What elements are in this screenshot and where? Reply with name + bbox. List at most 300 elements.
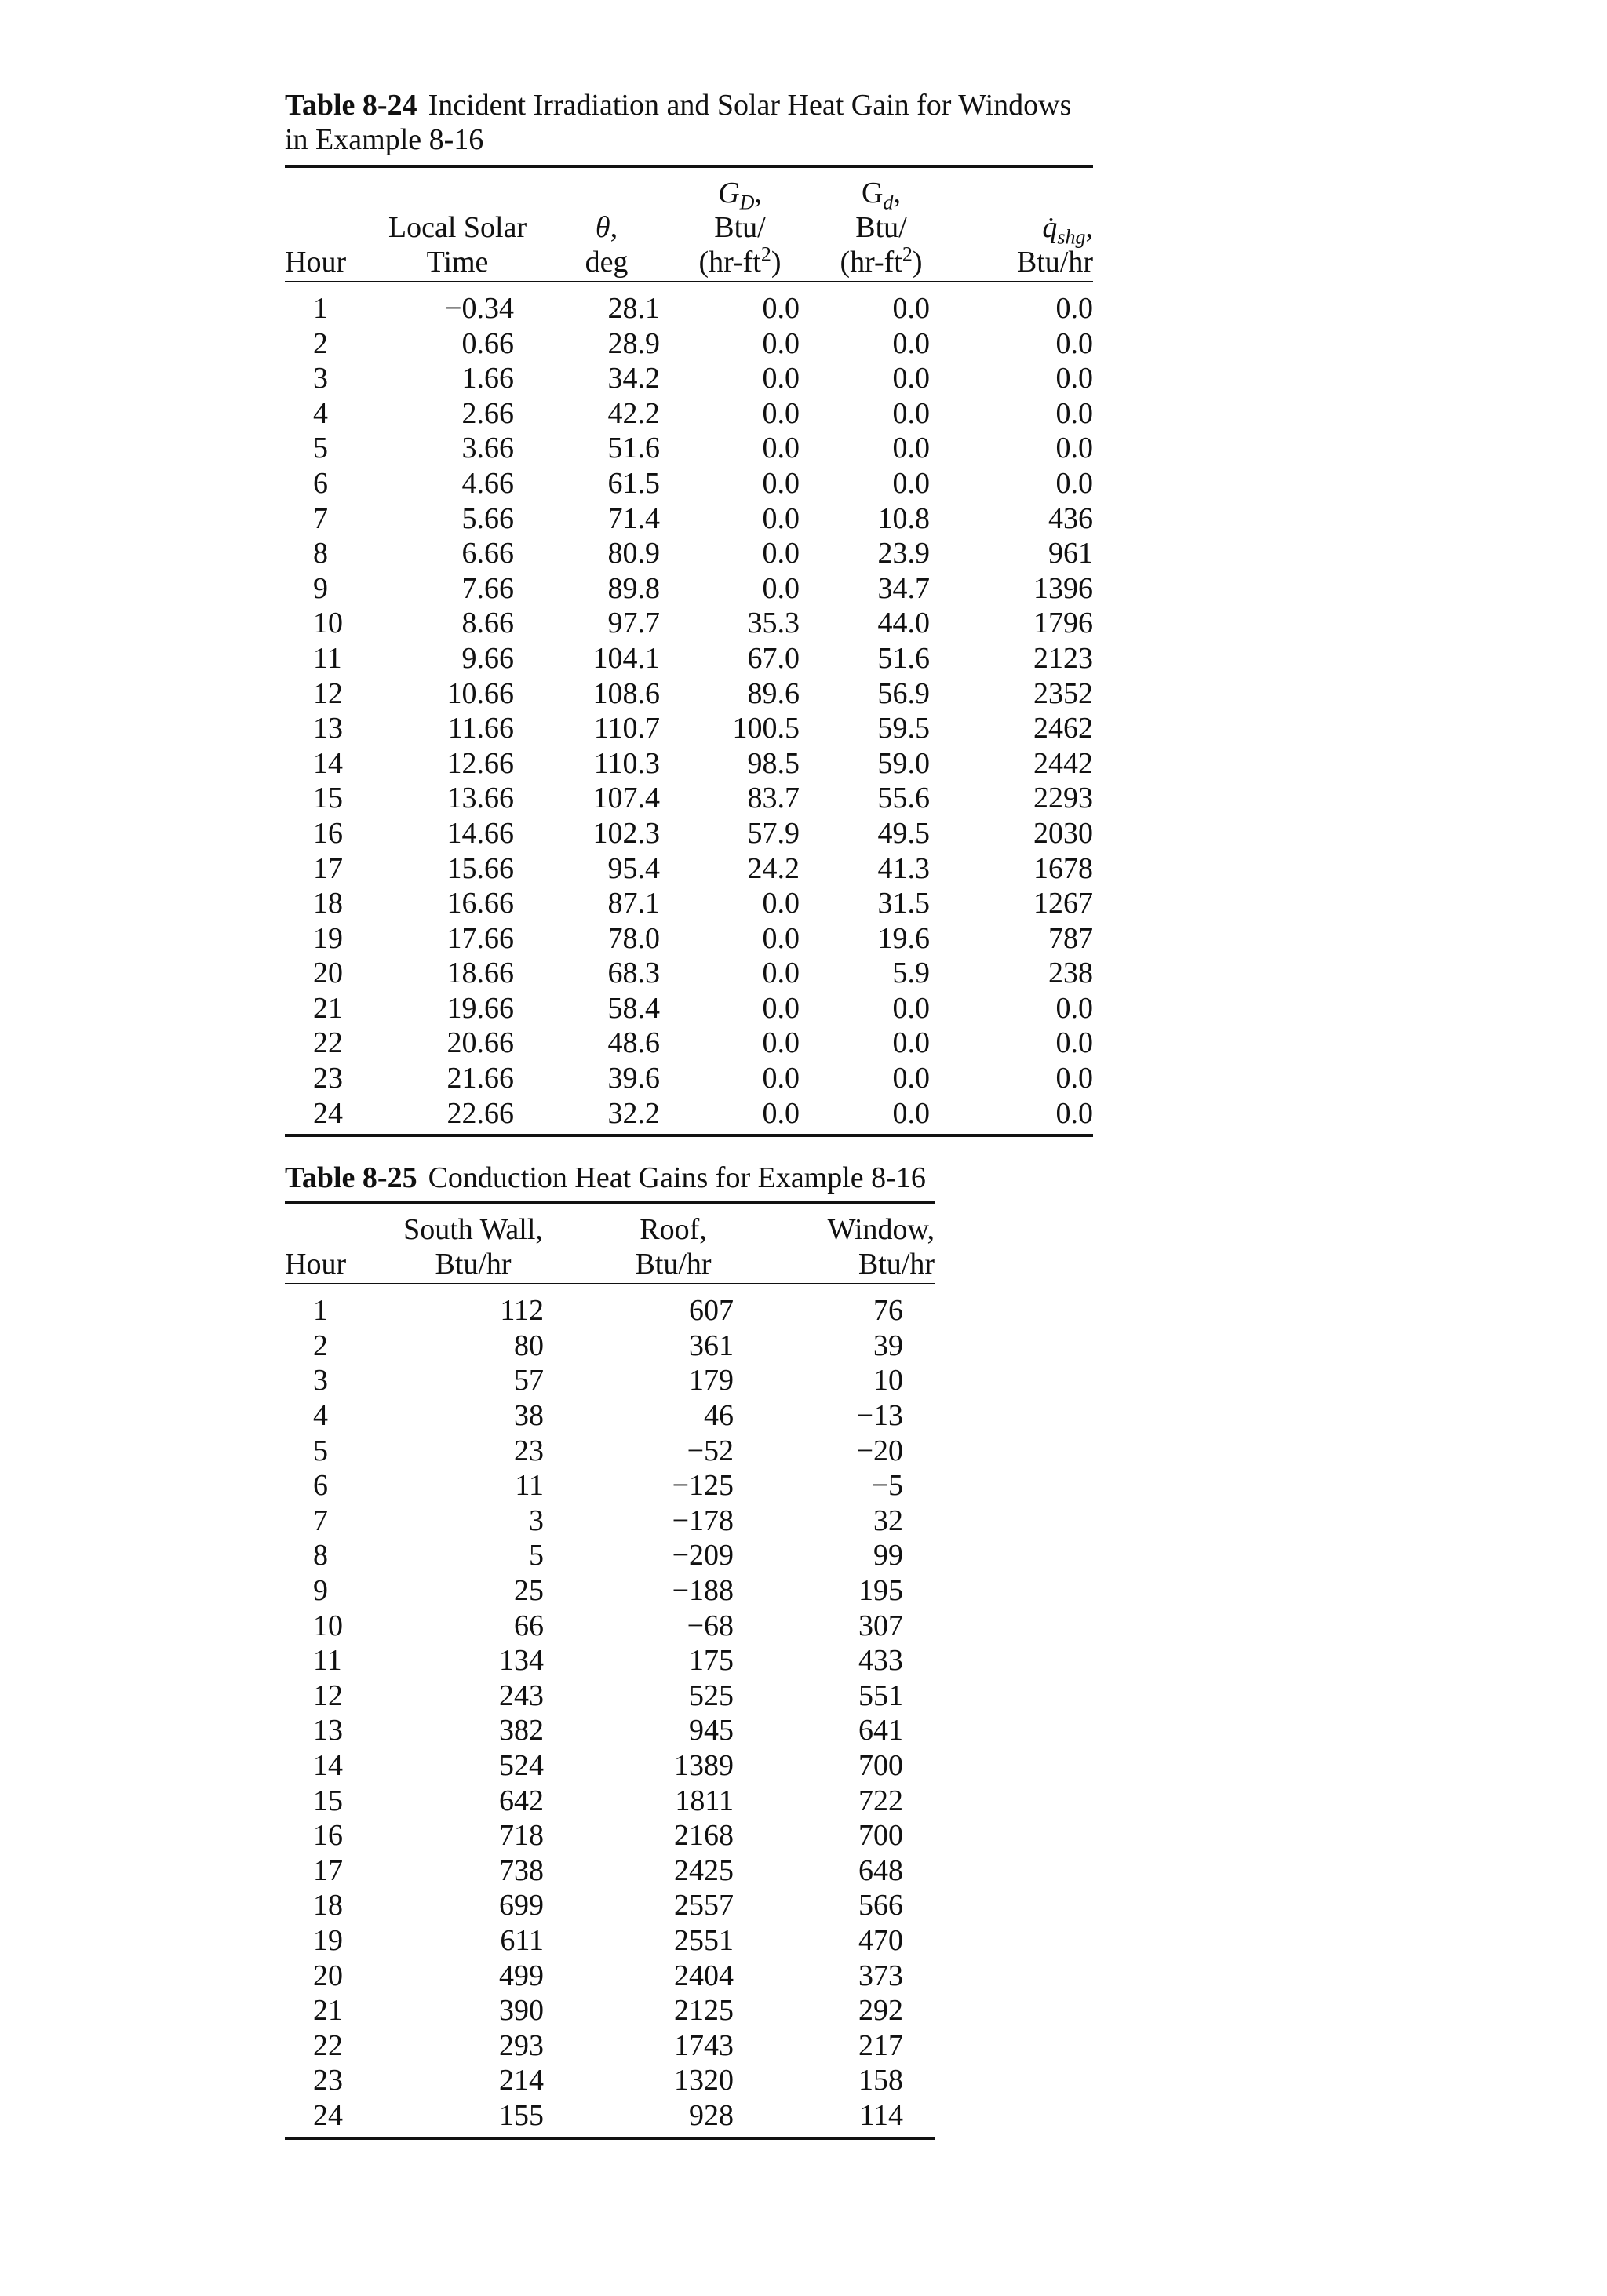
table-cell: 20	[313, 1959, 343, 1992]
table-row	[285, 1853, 935, 1889]
table-cell: 51.6	[607, 432, 660, 465]
table-cell: 9	[313, 571, 328, 605]
table-cell: 0.0	[762, 396, 800, 430]
table-cell: 28.9	[607, 326, 660, 360]
table-cell: 6	[313, 1469, 328, 1503]
table-row	[285, 921, 1093, 957]
table-row	[285, 1328, 935, 1364]
table-row	[285, 326, 1093, 362]
table-cell: 243	[499, 1678, 544, 1712]
table-cell: 24	[285, 1096, 371, 1136]
table-cell: 4	[313, 396, 328, 430]
table-cell: 76	[873, 1294, 903, 1328]
table-cell: −209	[672, 1539, 734, 1573]
table-cell: 1678	[1033, 851, 1093, 885]
table-cell: 16	[313, 1819, 343, 1853]
table-row	[285, 1538, 935, 1573]
table-cell: 14.66	[446, 816, 514, 850]
table-cell: 9	[313, 1574, 328, 1607]
table-row	[285, 1784, 935, 1819]
table-cell: 1	[313, 1294, 328, 1328]
table-cell: 2030	[1033, 816, 1093, 850]
table-cell: 89.6	[747, 676, 800, 710]
table-cell: 24	[285, 2098, 371, 2138]
table-cell: 16.66	[446, 887, 514, 920]
table-cell: 10	[313, 1609, 343, 1642]
table-cell: 0.0	[952, 1096, 1093, 1136]
table-cell: 8.66	[461, 607, 514, 640]
table-cell: 6	[313, 466, 328, 500]
table-cell: 110.3	[593, 746, 660, 780]
table-row	[285, 816, 1093, 851]
table-cell: 51.6	[877, 641, 930, 675]
table-cell: 5	[313, 1434, 328, 1467]
col-header-hour: Hour	[285, 1203, 371, 1284]
table-cell: 2442	[1033, 746, 1093, 780]
table-cell: 89.8	[607, 571, 660, 605]
table-cell: 6.66	[461, 537, 514, 570]
table-row	[285, 1026, 1093, 1061]
table-cell: 1743	[674, 2028, 734, 2062]
table-cell: 32	[873, 1503, 903, 1537]
table2-caption	[285, 1161, 1093, 1195]
col-header-diffuse-irradiation: $G_d$, Btu/ $(hr-ft^2)$	[811, 166, 952, 282]
table-cell: 21	[313, 1994, 343, 2028]
table-cell: 0.0	[892, 396, 930, 430]
table-cell: 112	[500, 1294, 544, 1328]
table-cell: 700	[858, 1748, 903, 1782]
table-cell: 0.0	[892, 326, 930, 360]
table-cell: 21	[313, 991, 343, 1025]
table-cell: 58.4	[607, 991, 660, 1025]
table-row	[285, 361, 1093, 396]
table-cell: 7.66	[461, 571, 514, 605]
document-page	[285, 88, 1093, 2140]
table-row	[285, 536, 1093, 571]
table-cell: 22	[313, 1026, 343, 1060]
table-cell: 38	[514, 1399, 544, 1433]
table-cell: 238	[1048, 957, 1093, 990]
table-cell: 961	[1048, 537, 1093, 570]
table-cell: 0.0	[762, 362, 800, 395]
table-cell: 155	[371, 2098, 575, 2138]
table-cell: 100.5	[732, 712, 800, 745]
table-cell: 0.0	[1055, 1062, 1093, 1095]
table-cell: 2404	[674, 1959, 734, 1992]
table-row	[285, 1959, 935, 1994]
table-row	[285, 851, 1093, 887]
table-cell: 214	[499, 2064, 544, 2097]
table-row	[285, 1923, 935, 1959]
table-cell: 0.0	[892, 292, 930, 325]
table-cell: 0.0	[1055, 326, 1093, 360]
col-header-direct-irradiation: $G_D$, Btu/ $(hr-ft^2)$	[669, 166, 811, 282]
table-row	[285, 746, 1093, 782]
table-cell: 14	[313, 1748, 343, 1782]
table-row	[285, 676, 1093, 712]
table-cell: 49.5	[877, 816, 930, 850]
col-header-theta: θ, deg	[544, 166, 669, 282]
table-cell: −188	[672, 1574, 734, 1607]
conduction-heat-gain-table-body	[285, 1284, 935, 2138]
table-cell: 1	[313, 292, 328, 325]
table-row	[285, 606, 1093, 641]
table-row	[285, 711, 1093, 746]
table-cell: 3	[313, 362, 328, 395]
table-cell: 19.6	[877, 921, 930, 955]
table-cell: 19	[313, 1923, 343, 1957]
table-row	[285, 886, 1093, 921]
table-cell: 0.66	[461, 326, 514, 360]
table-cell: 611	[500, 1923, 544, 1957]
table-cell: 10	[873, 1364, 903, 1398]
table-cell: 99	[873, 1539, 903, 1573]
table-cell: 373	[858, 1959, 903, 1992]
table-cell: 928	[575, 2098, 771, 2138]
table-cell: 4.66	[461, 466, 514, 500]
table-row	[285, 282, 1093, 326]
table-cell: 525	[689, 1678, 734, 1712]
table2-title: Conduction Heat Gains for Example 8-16	[428, 1161, 926, 1195]
table-row	[285, 1678, 935, 1714]
table-cell: 57	[514, 1364, 544, 1398]
table-cell: 3	[529, 1503, 544, 1537]
table-cell: 2.66	[461, 396, 514, 430]
table-cell: 67.0	[747, 641, 800, 675]
table-cell: 470	[858, 1923, 903, 1957]
table-cell: 11	[313, 641, 342, 675]
table-cell: 641	[858, 1714, 903, 1748]
col-header-hour: Hour	[285, 166, 371, 282]
table-row	[285, 2098, 935, 2138]
table-cell: 2425	[674, 1853, 734, 1887]
table-row	[285, 1284, 935, 1328]
table-cell: 524	[499, 1748, 544, 1782]
table-row	[285, 781, 1093, 816]
table-cell: 0.0	[762, 991, 800, 1025]
col-header-solar-heat-gain: $q̇_{shg}$, Btu/hr	[952, 166, 1093, 282]
table-cell: 23.9	[877, 537, 930, 570]
table-cell: 78.0	[607, 921, 660, 955]
table-cell: 12	[313, 676, 343, 710]
table-cell: 0.0	[762, 466, 800, 500]
table-row	[285, 1713, 935, 1748]
table-cell: 87.1	[607, 887, 660, 920]
table-cell: 2557	[674, 1889, 734, 1922]
table-cell: −5	[871, 1469, 903, 1503]
solar-heat-gain-table	[285, 165, 1093, 1137]
table-cell: 7	[313, 1503, 328, 1537]
table-cell: 18	[313, 887, 343, 920]
col-header-local-solar-time: Local Solar Time	[371, 166, 544, 282]
col-header-window: Window, Btu/hr	[771, 1203, 935, 1284]
table-row	[285, 1993, 935, 2028]
table-cell: −13	[856, 1399, 903, 1433]
table-cell: 102.3	[592, 816, 660, 850]
table-cell: 551	[858, 1678, 903, 1712]
table-cell: 158	[858, 2064, 903, 2097]
table-cell: 1267	[1033, 887, 1093, 920]
table-cell: 433	[858, 1644, 903, 1678]
table-cell: 13.66	[446, 782, 514, 815]
table-cell: 80	[514, 1328, 544, 1362]
table-cell: 134	[499, 1644, 544, 1678]
table-cell: 23	[514, 1434, 544, 1467]
table-cell: 0.0	[1055, 432, 1093, 465]
table-row	[285, 2063, 935, 2098]
table-cell: 0.0	[892, 1026, 930, 1060]
table-cell: 0.0	[762, 432, 800, 465]
table-cell: 13	[313, 1714, 343, 1748]
table-cell: 25	[514, 1574, 544, 1607]
table-cell: 307	[858, 1609, 903, 1642]
table-cell: 0.0	[1055, 292, 1093, 325]
table-cell: 1.66	[461, 362, 514, 395]
table-cell: 114	[771, 2098, 935, 2138]
table-cell: 18.66	[446, 957, 514, 990]
table-cell: 28.1	[607, 292, 660, 325]
table-cell: 46	[704, 1399, 734, 1433]
table-row	[285, 1434, 935, 1469]
table-row	[285, 641, 1093, 676]
table-cell: 0.0	[1055, 362, 1093, 395]
table-cell: 35.3	[747, 607, 800, 640]
table-cell: 71.4	[607, 501, 660, 535]
table-cell: 68.3	[607, 957, 660, 990]
table-cell: 34.7	[877, 571, 930, 605]
table-cell: 11	[515, 1469, 544, 1503]
table-cell: 15	[313, 782, 343, 815]
table-cell: 61.5	[607, 466, 660, 500]
table-cell: 4	[313, 1399, 328, 1433]
table-cell: 19.66	[446, 991, 514, 1025]
table-cell: 11.66	[447, 712, 514, 745]
table-cell: 17	[313, 851, 343, 885]
table-cell: 738	[499, 1853, 544, 1887]
table-cell: −178	[672, 1503, 734, 1537]
table-cell: 17.66	[446, 921, 514, 955]
table-cell: 16	[313, 816, 343, 850]
table-cell: 10.8	[877, 501, 930, 535]
table-cell: 0.0	[1055, 466, 1093, 500]
table-cell: 5.9	[892, 957, 930, 990]
table-cell: 24.2	[747, 851, 800, 885]
table-cell: −0.34	[445, 292, 514, 325]
table-cell: 44.0	[877, 607, 930, 640]
table-cell: 39	[873, 1328, 903, 1362]
table-cell: 5	[313, 432, 328, 465]
table-row	[285, 1468, 935, 1503]
table-row	[285, 431, 1093, 466]
table-cell: 97.7	[607, 607, 660, 640]
table-cell: 23	[313, 2064, 343, 2097]
table-cell: 55.6	[877, 782, 930, 815]
table-cell: 22	[313, 2028, 343, 2062]
table-row	[285, 991, 1093, 1026]
table-cell: 5.66	[461, 501, 514, 535]
table-row	[285, 1573, 935, 1609]
table-cell: 0.0	[762, 957, 800, 990]
table-cell: 718	[499, 1819, 544, 1853]
table-cell: 57.9	[747, 816, 800, 850]
table-cell: 217	[858, 2028, 903, 2062]
table-cell: 2462	[1033, 712, 1093, 745]
table-row	[285, 2028, 935, 2064]
table-cell: 0.0	[762, 501, 800, 535]
table-cell: 0.0	[762, 571, 800, 605]
table-cell: 195	[858, 1574, 903, 1607]
table-cell: 17	[313, 1853, 343, 1887]
table-cell: 56.9	[877, 676, 930, 710]
table-cell: 1796	[1033, 607, 1093, 640]
table-cell: 361	[689, 1328, 734, 1362]
table-cell: 499	[499, 1959, 544, 1992]
table-cell: 5	[529, 1539, 544, 1573]
table-cell: 0.0	[1055, 396, 1093, 430]
table-cell: 15	[313, 1784, 343, 1817]
table-cell: 32.2	[544, 1096, 669, 1136]
table-cell: 722	[858, 1784, 903, 1817]
table-cell: 1396	[1033, 571, 1093, 605]
table-cell: −125	[672, 1469, 734, 1503]
table-cell: 20	[313, 957, 343, 990]
table-cell: 13	[313, 712, 343, 745]
table-cell: 18	[313, 1889, 343, 1922]
table-cell: 107.4	[592, 782, 660, 815]
table-cell: 98.5	[747, 746, 800, 780]
table1-label: Table 8-24	[285, 89, 417, 122]
table-cell: 0.0	[762, 1026, 800, 1060]
table-cell: 382	[499, 1714, 544, 1748]
table-cell: 0.0	[892, 466, 930, 500]
table-cell: 699	[499, 1889, 544, 1922]
table-row	[285, 396, 1093, 432]
table-cell: 59.0	[877, 746, 930, 780]
table-cell: 10.66	[446, 676, 514, 710]
table-cell: 8	[313, 1539, 328, 1573]
table-row	[285, 1096, 1093, 1136]
table1-title: Incident Irradiation and Solar Heat Gain for Windows in Example 8-16	[285, 89, 1072, 156]
table-cell: 607	[689, 1294, 734, 1328]
table-cell: 1811	[675, 1784, 734, 1817]
table-cell: 945	[689, 1714, 734, 1748]
table-cell: 0.0	[811, 1096, 952, 1136]
solar-heat-gain-table-body	[285, 282, 1093, 1136]
table-cell: −20	[856, 1434, 903, 1467]
table-cell: 0.0	[892, 991, 930, 1025]
table-cell: 34.2	[607, 362, 660, 395]
table-cell: 2352	[1033, 676, 1093, 710]
table-cell: 42.2	[607, 396, 660, 430]
table-cell: 2293	[1033, 782, 1093, 815]
table-row	[285, 1363, 935, 1398]
table-cell: 2168	[674, 1819, 734, 1853]
table-row	[285, 466, 1093, 501]
table-cell: 39.6	[607, 1062, 660, 1095]
table-cell: 642	[499, 1784, 544, 1817]
table-cell: 0.0	[762, 921, 800, 955]
table-cell: 390	[499, 1994, 544, 2028]
table-cell: 12.66	[446, 746, 514, 780]
table-cell: 0.0	[1055, 991, 1093, 1025]
table-row	[285, 1503, 935, 1539]
table-row	[285, 1643, 935, 1678]
table-cell: 175	[689, 1644, 734, 1678]
table-cell: 2125	[674, 1994, 734, 2028]
table-cell: 14	[313, 746, 343, 780]
col-header-roof: Roof, Btu/hr	[575, 1203, 771, 1284]
table-cell: 292	[858, 1994, 903, 2028]
table-cell: 0.0	[762, 1062, 800, 1095]
conduction-heat-gain-table	[285, 1201, 935, 2139]
table-row	[285, 501, 1093, 537]
table-cell: 80.9	[607, 537, 660, 570]
table-cell: 2123	[1033, 641, 1093, 675]
table-row	[285, 1888, 935, 1923]
table-cell: 2	[313, 1328, 328, 1362]
table-cell: 9.66	[461, 641, 514, 675]
table-cell: 110.7	[593, 712, 660, 745]
table-cell: 20.66	[446, 1026, 514, 1060]
table-row	[285, 1818, 935, 1853]
table-cell: 12	[313, 1678, 343, 1712]
table-cell: 108.6	[592, 676, 660, 710]
table-row	[285, 1609, 935, 1644]
table-cell: 11	[313, 1644, 342, 1678]
table-cell: 23	[313, 1062, 343, 1095]
table-cell: 0.0	[762, 887, 800, 920]
table2-label: Table 8-25	[285, 1161, 417, 1195]
table-cell: 1320	[674, 2064, 734, 2097]
table-cell: 566	[858, 1889, 903, 1922]
table-cell: 2551	[674, 1923, 734, 1957]
table-cell: 787	[1048, 921, 1093, 955]
table-cell: 0.0	[762, 326, 800, 360]
table-cell: 22.66	[371, 1096, 544, 1136]
table-row	[285, 1748, 935, 1784]
table-row	[285, 571, 1093, 607]
table-cell: 2	[313, 326, 328, 360]
table-cell: 15.66	[446, 851, 514, 885]
table-cell: 21.66	[446, 1062, 514, 1095]
table-cell: 648	[858, 1853, 903, 1887]
table-cell: 8	[313, 537, 328, 570]
table-cell: 0.0	[762, 292, 800, 325]
table-cell: 41.3	[877, 851, 930, 885]
table-cell: 293	[499, 2028, 544, 2062]
table-cell: 95.4	[607, 851, 660, 885]
table-cell: −52	[687, 1434, 734, 1467]
table-cell: 7	[313, 501, 328, 535]
table-cell: 3.66	[461, 432, 514, 465]
table-cell: 19	[313, 921, 343, 955]
table-cell: 1389	[674, 1748, 734, 1782]
table-cell: −68	[687, 1609, 734, 1642]
col-header-south-wall: South Wall, Btu/hr	[371, 1203, 575, 1284]
table-row	[285, 1398, 935, 1434]
table-cell: 48.6	[607, 1026, 660, 1060]
table-cell: 0.0	[892, 1062, 930, 1095]
table-cell: 0.0	[892, 362, 930, 395]
table-cell: 700	[858, 1819, 903, 1853]
table-cell: 0.0	[762, 537, 800, 570]
table-cell: 436	[1048, 501, 1093, 535]
table-row	[285, 956, 1093, 991]
table-row	[285, 1061, 1093, 1096]
table1-caption	[285, 88, 1093, 157]
table-cell: 0.0	[1055, 1026, 1093, 1060]
table-cell: 66	[514, 1609, 544, 1642]
